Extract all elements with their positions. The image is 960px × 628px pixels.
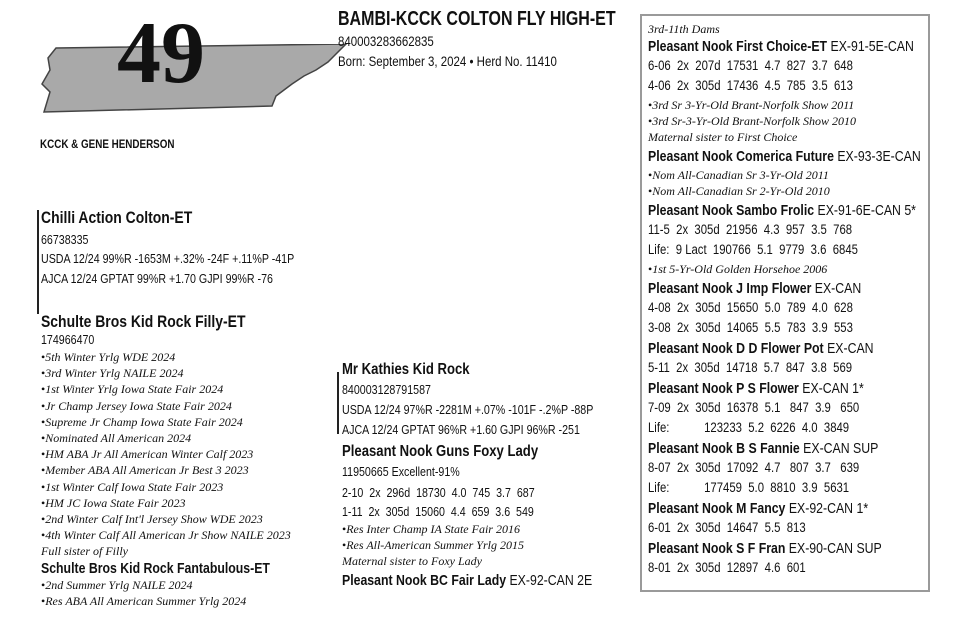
dam-line-classification: EX-CAN [823,340,874,357]
dam-line-classification: EX-93-3E-CAN [833,148,921,165]
award-item: • 2nd Summer Yrlg NAILE 2024 [41,577,246,593]
granddam-record: 1-11 2x 305d 15060 4.4 659 3.6 549 [342,504,534,519]
award-item: • 1st Winter Yrlg Iowa State Fair 2024 [41,381,291,397]
animal-title: BAMBI-KCCK COLTON FLY HIGH-ET [338,8,616,30]
sire-bracket [37,210,39,314]
maternal-sister-name: Pleasant Nook BC Fair Lady [342,572,507,589]
award-item: • Nominated All American 2024 [41,430,291,446]
dam-line-record: 7-09 2x 305d 16378 5.1 847 3.9 650 [648,400,860,415]
lot-number: 49 [117,5,205,102]
dam-note: Full sister of Filly [41,544,128,559]
dam-line-record: 4-08 2x 305d 15650 5.0 789 4.0 628 [648,300,853,315]
award-item: • HM JC Iowa State Fair 2023 [41,495,291,511]
dam-line-classification: EX-92-CAN 1* [785,500,869,517]
sister-awards [41,577,246,609]
dam-line-name-text: Pleasant Nook Sambo Frolic [648,202,815,219]
dam-line-name [648,540,882,557]
award-item: • 4th Winter Calf All American Jr Show NAILE 2023 [41,527,291,543]
dam-line-name-text: Pleasant Nook Comerica Future [648,148,834,165]
registration-number: 840003283662835 [338,33,434,49]
dam-line-award: • Nom All-Canadian Sr 2-Yr-Old 2010 [648,184,830,199]
maternal-sister-class: EX-92-CAN 2E [506,572,593,589]
dam-line-record: 4-06 2x 305d 17436 4.5 785 3.5 613 [648,78,853,93]
dam-line-name [648,202,916,219]
dam-line-classification: EX-CAN SUP [799,440,879,457]
dam-line-name-text: Pleasant Nook S F Fran [648,540,786,557]
dam-line-award: • Nom All-Canadian Sr 3-Yr-Old 2011 [648,168,829,183]
dam-line-award: • 1st 5-Yr-Old Golden Horsehoe 2006 [648,262,827,277]
award-item: • Jr Champ Jersey Iowa State Fair 2024 [41,398,291,414]
granddam-note: Maternal sister to Foxy Lady [342,554,482,569]
dam-line-name [648,440,878,457]
dam-line-name-text: Pleasant Nook M Fancy [648,500,786,517]
award-item: • Res Inter Champ IA State Fair 2016 [342,521,524,537]
award-item: • 2nd Winter Calf Int'l Jersey Show WDE 2023 [41,511,291,527]
dam-line-name [648,148,921,165]
dam-line-name [648,340,874,357]
maternal-sister [342,572,592,589]
award-item: • HM ABA Jr All American Winter Calf 2023 [41,446,291,462]
sire-ajca: AJCA 12/24 GPTAT 99%R +1.70 GJPI 99%R -76 [41,271,273,286]
dam-sire-reg: 840003128791587 [342,382,431,397]
dam-awards [41,349,291,560]
dam-line-award: • 3rd Sr 3-Yr-Old Brant-Norfolk Show 2011 [648,98,854,113]
award-item: • 3rd Winter Yrlg NAILE 2024 [41,365,291,381]
dam-sire-usda: USDA 12/24 97%R -2281M +.07% -101F -.2%P -88P [342,402,594,417]
dam-sire-ajca: AJCA 12/24 GPTAT 96%R +1.60 GJPI 96%R -251 [342,422,580,437]
award-item: • Supreme Jr Champ Iowa State Fair 2024 [41,414,291,430]
award-item: • Res ABA All American Summer Yrlg 2024 [41,593,246,609]
dams-heading: 3rd-11th Dams [648,22,720,36]
sister-name: Schulte Bros Kid Rock Fantabulous-ET [41,560,270,577]
dam-line-record: 11-5 2x 305d 21956 4.3 957 3.5 768 [648,222,853,237]
dam-line-name [648,380,864,397]
dam-line-record: 6-01 2x 305d 14647 5.5 813 [648,520,806,535]
dam-name: Schulte Bros Kid Rock Filly-ET [41,312,246,331]
granddam-record: 2-10 2x 296d 18730 4.0 745 3.7 687 [342,485,535,500]
dam-sire-name: Mr Kathies Kid Rock [342,361,470,378]
dam-line-record: 5-11 2x 305d 14718 5.7 847 3.8 569 [648,360,853,375]
dam-reg: 174966470 [41,332,95,347]
dam-line-classification: EX-90-CAN SUP [785,540,882,557]
dam-line-record: 8-01 2x 305d 12897 4.6 601 [648,560,806,575]
award-item: • 5th Winter Yrlg WDE 2024 [41,349,291,365]
dam-line-record: Life: 177459 5.0 8810 3.9 5631 [648,480,850,495]
dam-line-note: Maternal sister to First Choice [648,130,798,144]
dam-line-record: Life: 9 Lact 190766 5.1 9779 3.6 6845 [648,242,858,257]
dam-line-name-text: Pleasant Nook B S Fannie [648,440,800,457]
dam-line-classification: EX-CAN 1* [798,380,864,397]
consignor: KCCK & GENE HENDERSON [40,137,175,151]
dam-line-name [648,280,861,297]
sire-reg: 66738335 [41,232,89,247]
sire-usda: USDA 12/24 99%R -1653M +.32% -24F +.11%P -41P [41,251,295,266]
sire-name: Chilli Action Colton-ET [41,208,193,227]
dams-panel [640,14,930,592]
dam-line-name [648,500,868,517]
dam-line-record: 6-06 2x 207d 17531 4.7 827 3.7 648 [648,58,853,73]
granddam-reg: 11950665 Excellent-91% [342,464,460,479]
award-item: • Member ABA All American Jr Best 3 2023 [41,462,291,478]
granddam-name: Pleasant Nook Guns Foxy Lady [342,443,539,460]
birth-herd-line: Born: September 3, 2024 • Herd No. 11410 [338,53,557,69]
dam-line-name-text: Pleasant Nook J Imp Flower [648,280,812,297]
dam-line-record: 8-07 2x 305d 17092 4.7 807 3.7 639 [648,460,860,475]
dam-line-classification: EX-91-6E-CAN 5* [814,202,916,219]
dam-line-name-text: Pleasant Nook D D Flower Pot [648,340,824,357]
dam-line-record: Life: 123233 5.2 6226 4.0 3849 [648,420,850,435]
dam-line-name-text: Pleasant Nook First Choice-ET [648,38,828,55]
dam-line-name-text: Pleasant Nook P S Flower [648,380,799,397]
dam-line-classification: EX-CAN [811,280,862,297]
dam-line-classification: EX-91-5E-CAN [827,38,914,55]
dam-line-name [648,38,914,55]
award-item: • Res All-American Summer Yrlg 2015 [342,537,524,553]
dam-sire-bracket [337,372,339,434]
dam-line-award: • 3rd Sr-3-Yr-Old Brant-Norfolk Show 2010 [648,114,856,129]
dam-line-record: 3-08 2x 305d 14065 5.5 783 3.9 553 [648,320,853,335]
award-item: • 1st Winter Calf Iowa State Fair 2023 [41,479,291,495]
granddam-awards [342,521,524,570]
